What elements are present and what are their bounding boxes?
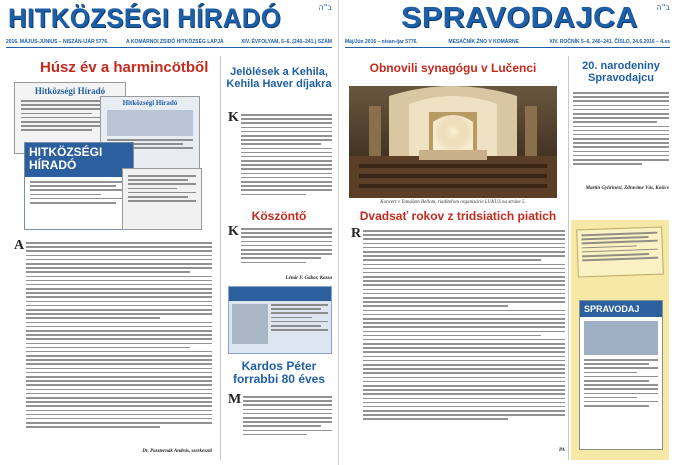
left-info-volume: XIV. ÉVFOLYAM, 5–6. (240–241.) SZÁM	[241, 38, 332, 45]
left-thanks-headline: Köszöntő	[251, 209, 307, 223]
left-info-publisher: A KOMÁRNOI ZSIDÓ HITKÖZSÉG LAPJA	[126, 38, 224, 45]
right-info-volume: XIV. ROČNÍK 5–6, 240–241. ČÍSLO, 24.6.2016 – 4.ss	[549, 38, 670, 45]
old-cover-back: Hitközségi Híradó	[100, 96, 200, 172]
left-sidebar-thumbnail	[228, 286, 332, 354]
old-cover-blue: HITKÖZSÉGI HÍRADÓ	[24, 142, 134, 230]
left-info-bar	[6, 36, 332, 48]
left-masthead-title: HITKÖZSÉGI HÍRADÓ	[8, 3, 282, 33]
synagogue-caption: Koncert v Tomášem Bellom, riaditeľom organizácie LUKUS na stráne 5.	[380, 200, 526, 205]
right-masthead-title: SPRAVODAJCA	[401, 2, 639, 34]
left-hebrew-mark: ב"ה	[318, 3, 332, 12]
synagogue-photo	[349, 86, 557, 198]
left-main-headline: Húsz év a harmincötből	[40, 59, 209, 76]
right-page	[338, 0, 676, 465]
left-thanks-credit: Lénár F. Gábor, Kassa	[285, 276, 332, 281]
left-sidebar-body: K	[228, 112, 332, 210]
right-masthead	[339, 0, 676, 34]
side-body	[573, 92, 669, 176]
spravodaj-clipping: SPRAVODAJ	[579, 300, 663, 450]
old-cover-small	[122, 168, 202, 230]
right-hebrew-mark: ב"ה	[656, 3, 670, 12]
left-kardos-headline: Kardos Péter forrabbi 80 éves	[232, 359, 326, 387]
right-info-bar	[345, 36, 670, 48]
left-main-credit: Dr. Paszternák András, szerkesztő	[142, 449, 212, 454]
left-info-date: 2016. MÁJUS-JÚNIUS – NISZÁN-IJÁR 5776.	[6, 38, 109, 45]
old-clipping-scan	[571, 220, 669, 460]
right-info-publisher: MESAČNÍK ŽNO V KOMÁRNE	[448, 38, 519, 45]
right-info-date: Máj/Jún 2016 – nisan-ijar 5776.	[345, 38, 418, 45]
old-cover-front: Hitközségi Híradó	[14, 82, 126, 154]
left-main-article-body: A	[14, 240, 212, 450]
anniversary-headline: Dvadsať rokov z tridsiatich piatich	[359, 209, 557, 223]
left-kardos-body: M	[228, 394, 332, 456]
synagogue-headline: Obnovili synagógu v Lučenci	[369, 61, 537, 75]
synagogue-interior-image	[349, 86, 557, 198]
left-sidebar-headline: Jelölések a Kehila, Kehila Haver díjakra	[226, 66, 332, 91]
anniversary-body: R	[351, 228, 565, 442]
left-masthead	[0, 0, 338, 34]
left-thanks-body: K	[228, 226, 332, 276]
anniversary-credit: PA	[558, 448, 565, 453]
side-headline: 20. narodeniny Spravodajcu	[582, 60, 660, 85]
side-credit: Martin Gyňrinesi, Zdravíme Vás, Košice	[585, 186, 669, 191]
left-cover-collage	[14, 82, 204, 232]
